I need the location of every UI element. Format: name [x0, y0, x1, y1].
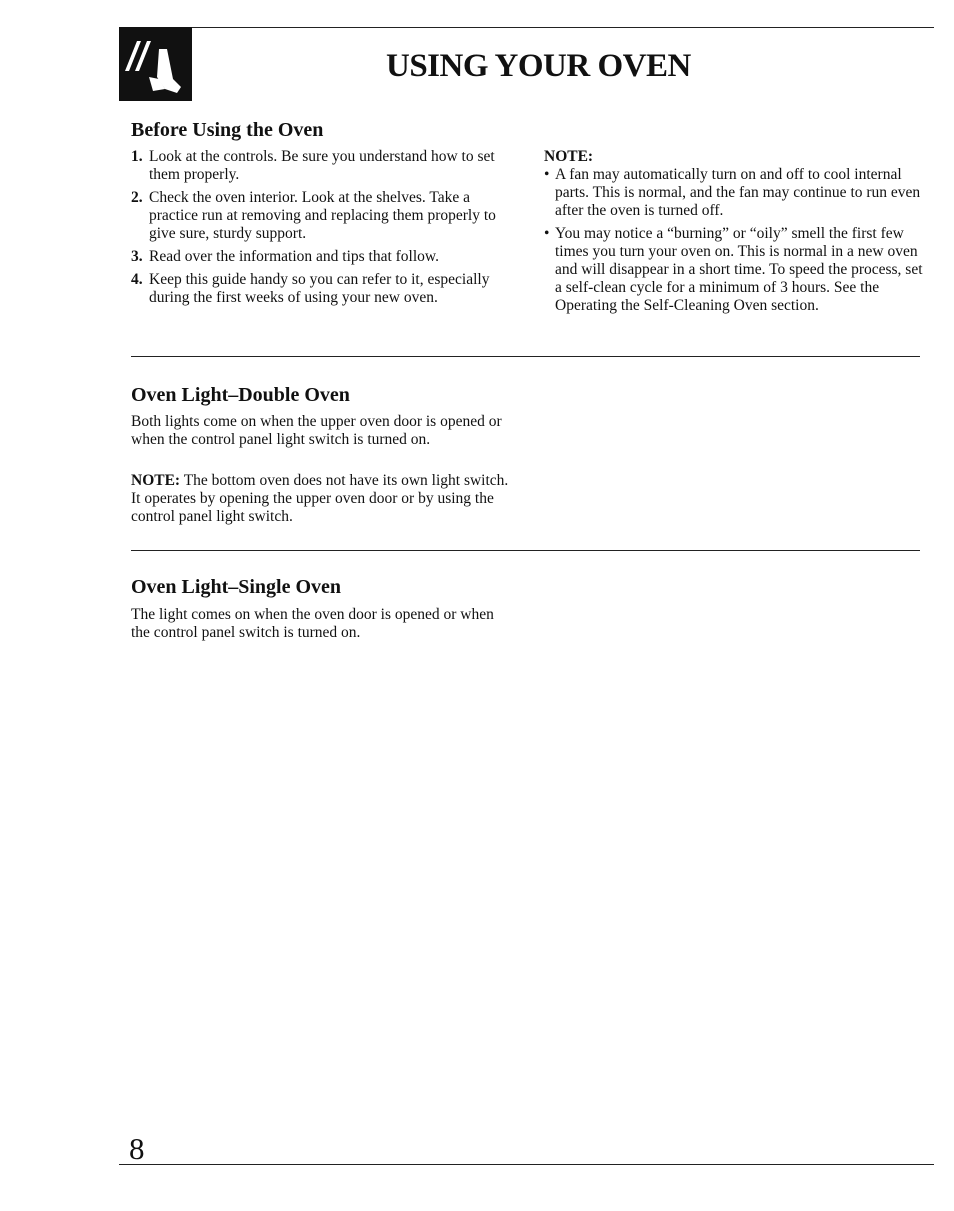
- double-oven-note: [131, 472, 511, 526]
- footer-rule: [119, 1164, 934, 1165]
- single-oven-heading: Oven Light–Single Oven: [131, 576, 342, 598]
- section-logo: [119, 27, 192, 101]
- step-text: Keep this guide handy so you can refer to it, especially during the first weeks of using your new oven.: [149, 271, 490, 306]
- step-number: 4.: [131, 271, 143, 288]
- list-item: [131, 248, 511, 266]
- list-item: [131, 189, 511, 243]
- step-text: Read over the information and tips that follow.: [149, 248, 439, 265]
- note-label: NOTE:: [131, 472, 181, 489]
- before-using-heading: Before Using the Oven: [131, 119, 324, 141]
- step-number: 3.: [131, 248, 143, 265]
- step-number: 1.: [131, 148, 143, 165]
- step-text: Check the oven interior. Look at the shelves. Take a practice run at removing and replacing them properly to give sure, sturdy support.: [149, 189, 496, 242]
- note-text: The bottom oven does not have its own light switch. It operates by opening the upper oven door or by using the control panel light switch.: [131, 472, 509, 525]
- note-column: [544, 148, 924, 320]
- double-oven-heading: Oven Light–Double Oven: [131, 384, 350, 406]
- note-bullets: [544, 166, 924, 315]
- single-oven-paragraph: The light comes on when the oven door is opened or when the control panel switch is turned on.: [131, 606, 494, 641]
- note-text: A fan may automatically turn on and off to cool internal parts. This is normal, and the fan may continue to run even after the oven is turned off.: [555, 166, 921, 219]
- oven-hand-logo-icon: [119, 27, 192, 101]
- top-rule: [119, 27, 934, 28]
- note-text: You may notice a “burning” or “oily” smell the first few times you turn your oven on. This is normal in a new oven and will disappear in a short time. To speed the process, set a self-clean cycle for a minimum of 3 hours. See the Operating the Self-Cleaning Oven section.: [555, 225, 923, 314]
- step-text: Look at the controls. Be sure you understand how to set them properly.: [149, 148, 495, 183]
- list-item: [544, 225, 924, 315]
- section-divider: [131, 550, 920, 551]
- bullet-icon: •: [544, 166, 550, 183]
- before-using-steps: [131, 148, 511, 312]
- step-number: 2.: [131, 189, 143, 206]
- list-item: [544, 166, 924, 220]
- section-divider: [131, 356, 920, 357]
- page-title: USING YOUR OVEN: [386, 48, 691, 84]
- note-heading: NOTE:: [544, 148, 594, 165]
- list-item: [131, 271, 511, 307]
- page-number: 8: [129, 1131, 145, 1166]
- list-item: [131, 148, 511, 184]
- bullet-icon: •: [544, 225, 550, 242]
- double-oven-paragraph: Both lights come on when the upper oven door is opened or when the control panel light switch is turned on.: [131, 413, 502, 448]
